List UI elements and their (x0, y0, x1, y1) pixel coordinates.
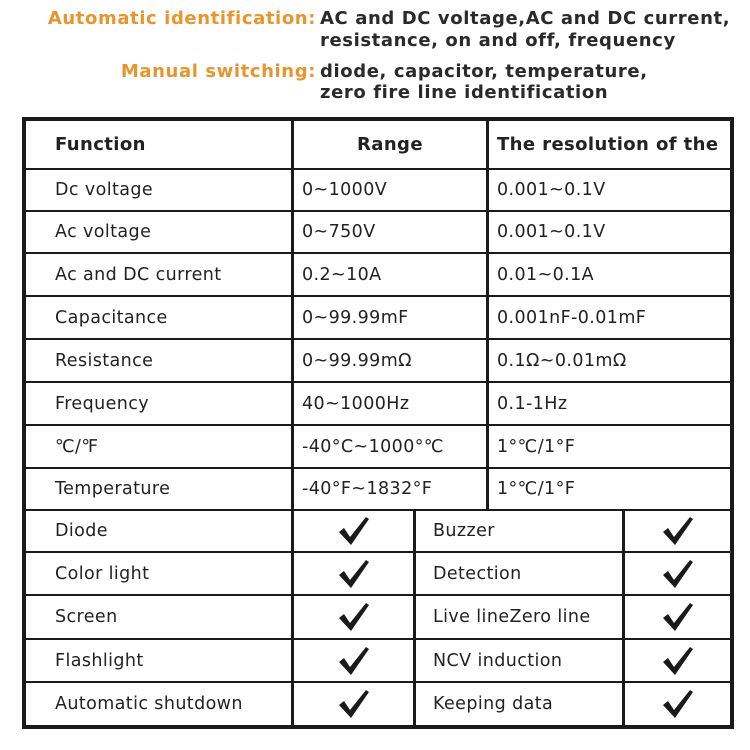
checkmark-icon (294, 596, 413, 638)
feature-label-right: NCV induction (416, 640, 622, 681)
column-header-function: Function (26, 121, 291, 168)
table-row-function: Dc voltage (26, 170, 291, 210)
feature-label-right: Keeping data (416, 683, 622, 725)
auto-identification-text-1: AC and DC voltage,AC and DC current, (320, 8, 731, 29)
feature-label-left: Screen (26, 596, 291, 638)
checkmark-icon (625, 596, 730, 638)
table-row-resolution: 0.001nF-0.01mF (489, 297, 730, 338)
table-row-function: Frequency (26, 383, 291, 424)
table-row-resolution: 0.001~0.1V (489, 170, 730, 210)
table-row-resolution: 0.01~0.1A (489, 254, 730, 295)
table-row-function: Temperature (26, 469, 291, 509)
table-row-range: 0~99.99mF (294, 297, 486, 338)
table-row-function: Resistance (26, 340, 291, 381)
checkmark-icon (294, 640, 413, 681)
auto-identification-text-2: resistance, on and off, frequency (320, 30, 676, 51)
table-row-function: ℃/℉ (26, 426, 291, 467)
table-row-range: 0~1000V (294, 170, 486, 210)
checkmark-icon (625, 553, 730, 594)
table-row-function: Capacitance (26, 297, 291, 338)
table-row-range: 0~99.99mΩ (294, 340, 486, 381)
checkmark-icon (625, 511, 730, 551)
feature-label-left: Color light (26, 553, 291, 594)
feature-label-right: Buzzer (416, 511, 622, 551)
feature-label-left: Automatic shutdown (26, 683, 291, 725)
table-row-function: Ac voltage (26, 212, 291, 252)
table-row-range: 0.2~10A (294, 254, 486, 295)
checkmark-icon (294, 683, 413, 725)
table-row-resolution: 1°℃/1°F (489, 469, 730, 509)
checkmark-icon (625, 640, 730, 681)
feature-label-right: Live lineZero line (416, 596, 622, 638)
feature-label-right: Detection (416, 553, 622, 594)
table-row-function: Ac and DC current (26, 254, 291, 295)
table-row-range: 40~1000Hz (294, 383, 486, 424)
table-row-range: -40°F~1832°F (294, 469, 486, 509)
column-header-resolution: The resolution of the (489, 121, 730, 168)
table-row-resolution: 0.001~0.1V (489, 212, 730, 252)
manual-switching-text-1: diode, capacitor, temperature, (320, 61, 648, 82)
spec-table (22, 117, 734, 729)
table-row-resolution: 1°℃/1°F (489, 426, 730, 467)
column-header-range: Range (294, 121, 486, 168)
checkmark-icon (294, 553, 413, 594)
manual-switching-text-2: zero fire line identification (320, 82, 609, 103)
table-row-resolution: 0.1-1Hz (489, 383, 730, 424)
checkmark-icon (294, 511, 413, 551)
feature-label-left: Flashlight (26, 640, 291, 681)
feature-label-left: Diode (26, 511, 291, 551)
auto-identification-label: Automatic identification: (47, 8, 316, 29)
table-row-range: 0~750V (294, 212, 486, 252)
table-row-resolution: 0.1Ω~0.01mΩ (489, 340, 730, 381)
checkmark-icon (625, 683, 730, 725)
table-row-range: -40°C~1000°℃ (294, 426, 486, 467)
manual-switching-label: Manual switching: (120, 61, 316, 82)
